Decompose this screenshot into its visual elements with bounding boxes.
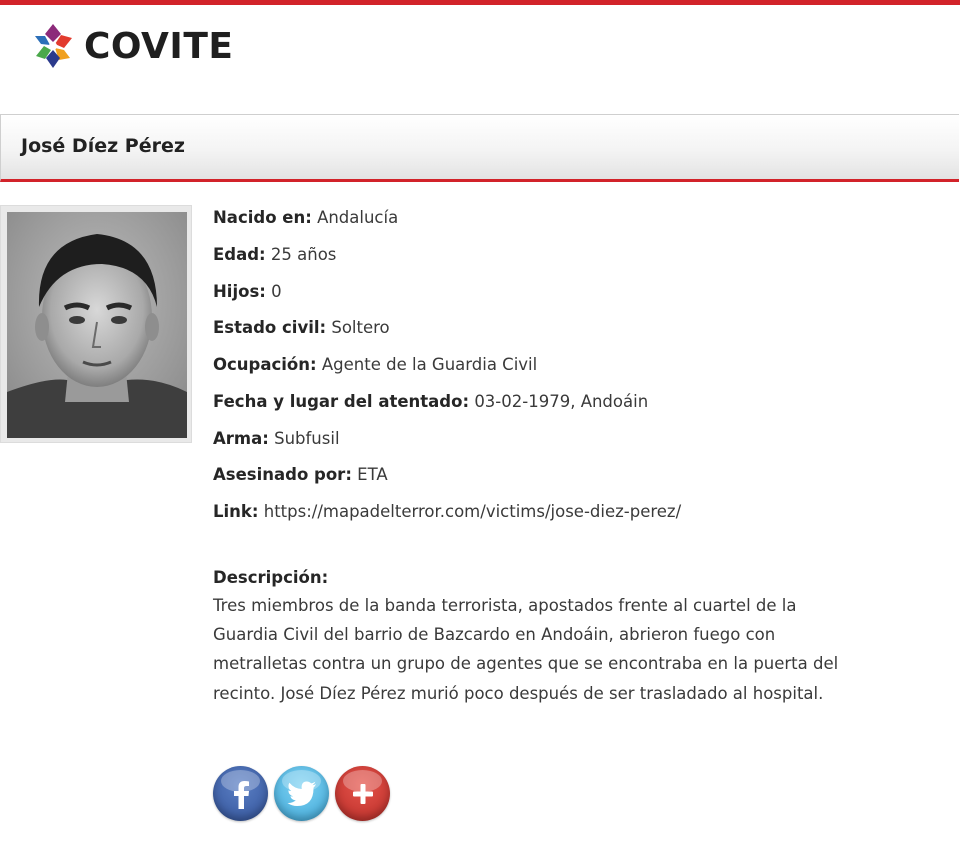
twitter-icon [287,781,317,807]
detail-link-url[interactable]: https://mapadelterror.com/victims/jose-diez-perez/ [263,502,682,521]
detail-link [213,497,933,534]
detail-value: Subfusil [274,428,340,448]
detail-label: Estado civil: [213,318,327,338]
description-label: Descripción: [213,568,329,587]
detail-label: Ocupación: [213,355,317,374]
more-share-button[interactable] [335,766,390,821]
detail-occupation [213,350,933,387]
detail-label: Edad: [213,244,266,264]
detail-value: Agente de la Guardia Civil [321,355,538,374]
detail-label: Arma: [213,428,269,448]
victim-details-list [213,203,933,534]
detail-value: Soltero [331,318,390,338]
detail-value: 25 años [270,244,337,264]
detail-children [213,277,933,314]
detail-age [213,240,933,277]
detail-label: Hijos: [213,281,266,301]
twitter-share-button[interactable] [274,766,329,821]
detail-label: Asesinado por: [213,465,352,485]
detail-marital-status [213,313,933,350]
brand-name: COVITE [84,25,234,67]
covite-logo[interactable] [30,20,233,72]
detail-value: ETA [357,465,388,485]
detail-attack-date-place [213,387,933,424]
detail-birthplace [213,203,933,240]
plus-icon [352,783,374,805]
facebook-share-button[interactable] [213,766,268,821]
victim-photo [7,212,187,438]
detail-perpetrator [213,460,933,497]
detail-label: Fecha y lugar del atentado: [213,391,470,411]
detail-label: Link: [213,502,259,521]
facebook-icon [231,779,251,809]
covite-logo-icon [30,20,76,72]
page-title: José Díez Pérez [21,135,185,157]
detail-label: Nacido en: [213,208,312,227]
social-share-buttons [213,766,396,821]
top-accent-bar [0,0,960,5]
description-section [213,565,853,708]
description-text: Tres miembros de la banda terrorista, apostados frente al cuartel de la Guardia Civil del barrio de Bazcardo en Andoáin, abrieron fuego con metralletas contra un grupo de agentes que se encontraba en la puerta del recinto. José Díez Pérez murió poco después de ser trasladado al hospital. [213,596,839,703]
victim-photo-frame [0,205,192,443]
detail-weapon [213,424,933,461]
detail-value: 0 [271,281,282,301]
detail-value: Andalucía [317,208,399,227]
detail-value: 03-02-1979, Andoáin [474,391,649,411]
victim-title-bar [0,114,959,182]
